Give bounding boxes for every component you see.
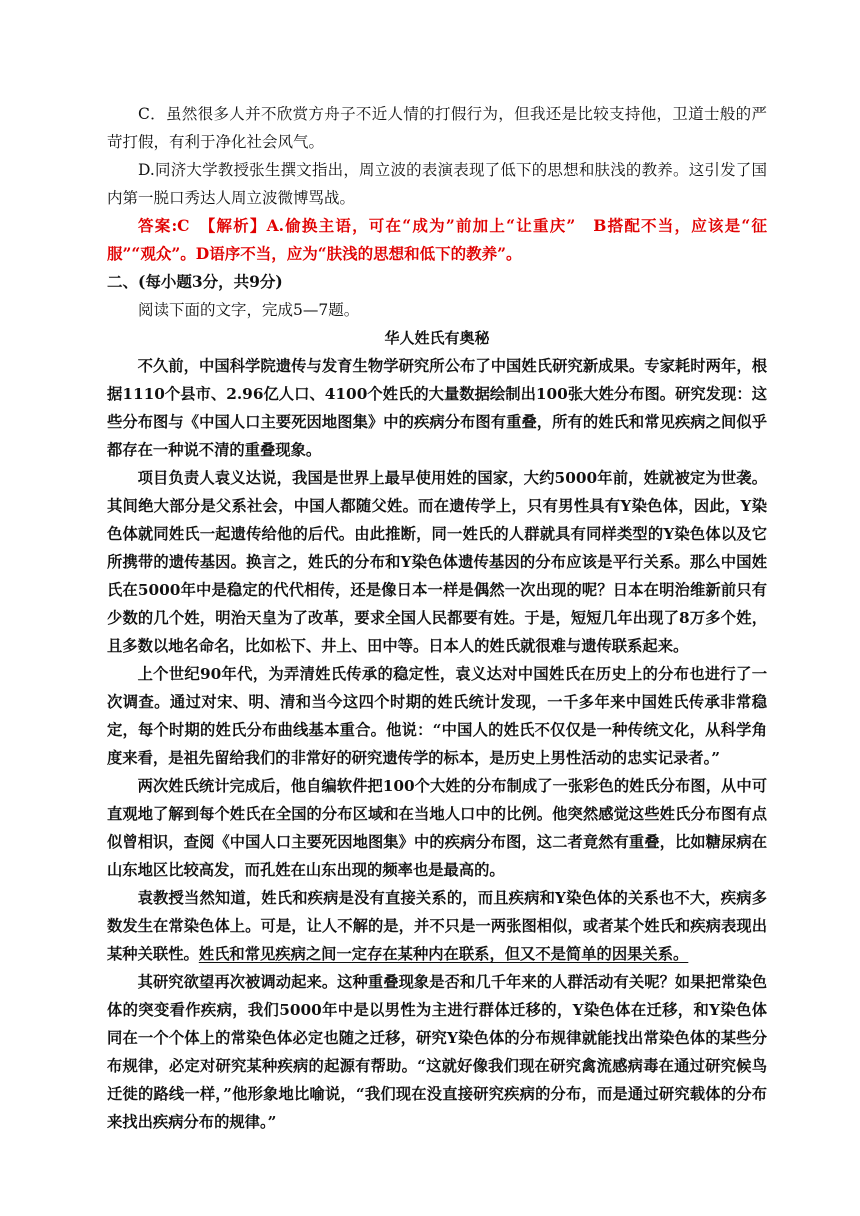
article-paragraph-6: 其研究欲望再次被调动起来。这种重叠现象是否和几千年来的人群活动有关呢？如果把常染色体的突变看作疾病，我们5000年中是以男性为主进行群体迁移的，Y染色体在迁移，和Y染色体同在一个个体上的常染色体必定也随之迁移，研究Y染色体的分布规律就能找出常染色体的某些分布规律，必定对研究某种疾病的起源有帮助。“这就好像我们现在研究禽流感病毒在通过研究候鸟迁徙的路线一样，”他形象地比喻说，“我们现在没直接研究疾病的分布，而是通过研究载体的分布来找出疾病分布的规律。” <box>107 973 767 1131</box>
option-d: D.同济大学教授张生撰文指出，周立波的表演表现了低下的思想和肤浅的教养。这引发了国内第一脱口秀达人周立波微博骂战。 <box>107 161 767 207</box>
section-instruction: 阅读下面的文字，完成5—7题。 <box>138 301 360 319</box>
underlined-sentence: 姓氏和常见疾病之间一定存在某种内在联系，但又不是简单的因果关系。 <box>198 945 689 963</box>
option-c: C．虽然很多人并不欣赏方舟子不近人情的打假行为，但我还是比较支持他，卫道士般的严苛打假，有利于净化社会风气。 <box>107 105 767 151</box>
article-paragraph-4: 两次姓氏统计完成后，他自编软件把100个大姓的分布制成了一张彩色的姓氏分布图，从中可直观地了解到每个姓氏在全国的分布区域和在当地人口中的比例。他突然感觉这些姓氏分布图有点似曾相识，查阅《中国人口主要死因地图集》中的疾病分布图，这二者竟然有重叠，比如糖尿病在山东地区比较高发，而孔姓在山东出现的频率也是最高的。 <box>107 777 767 879</box>
article <box>107 324 767 1136</box>
article-title: 华人姓氏有奥秘 <box>384 329 490 347</box>
article-paragraph-1: 不久前，中国科学院遗传与发育生物学研究所公布了中国姓氏研究新成果。专家耗时两年，根据1110个县市、2.96亿人口、4100个姓氏的大量数据绘制出100张大姓分布图。研究发现：这些分布图与《中国人口主要死因地图集》中的疾病分布图有重叠，所有的姓氏和常见疾病之间似乎都存在一种说不清的重叠现象。 <box>107 357 767 459</box>
article-paragraph-5-text: 袁教授当然知道，姓氏和疾病是没有直接关系的，而且疾病和Y染色体的关系也不大，疾病多数发生在常染色体上。可是，让人不解的是，并不只是一两张图相似，或者某个姓氏和疾病表现出某种关联性。 <box>107 889 767 963</box>
document-content <box>107 100 767 1136</box>
article-paragraph-3: 上个世纪90年代，为弄清姓氏传承的稳定性，袁义达对中国姓氏在历史上的分布也进行了一次调查。通过对宋、明、清和当今这四个时期的姓氏统计发现，一千多年来中国姓氏传承非常稳定，每个时期的姓氏分布曲线基本重合。他说：“中国人的姓氏不仅仅是一种传统文化，从科学角度来看，是祖先留给我们的非常好的研究遗传学的标本，是历史上男性活动的忠实记录者。” <box>107 665 767 767</box>
answer-explanation: 答案:C 【解析】A.偷换主语，可在“成为”前加上“让重庆” B搭配不当，应该是“征服”“观众”。D语序不当，应为“肤浅的思想和低下的教养”。 <box>107 216 767 263</box>
article-paragraph-2: 项目负责人袁义达说，我国是世界上最早使用姓的国家，大约5000年前，姓就被定为世袭。其间绝大部分是父系社会，中国人都随父姓。而在遗传学上，只有男性具有Y染色体，因此，Y染色体就同姓氏一起遗传给他的后代。由此推断，同一姓氏的人群就具有同样类型的Y染色体以及它所携带的遗传基因。换言之，姓氏的分布和Y染色体遗传基因的分布应该是平行关系。那么中国姓氏在5000年中是稳定的代代相传，还是像日本一样是偶然一次出现的呢？日本在明治维新前只有少数的几个姓，明治天皇为了改革，要求全国人民都要有姓。于是，短短几年出现了8万多个姓，且多数以地名命名，比如松下、井上、田中等。日本人的姓氏就很难与遗传联系起来。 <box>107 469 767 655</box>
article-paragraph-5 <box>107 884 767 968</box>
section-heading: 二、(每小题3分，共9分) <box>107 272 283 291</box>
